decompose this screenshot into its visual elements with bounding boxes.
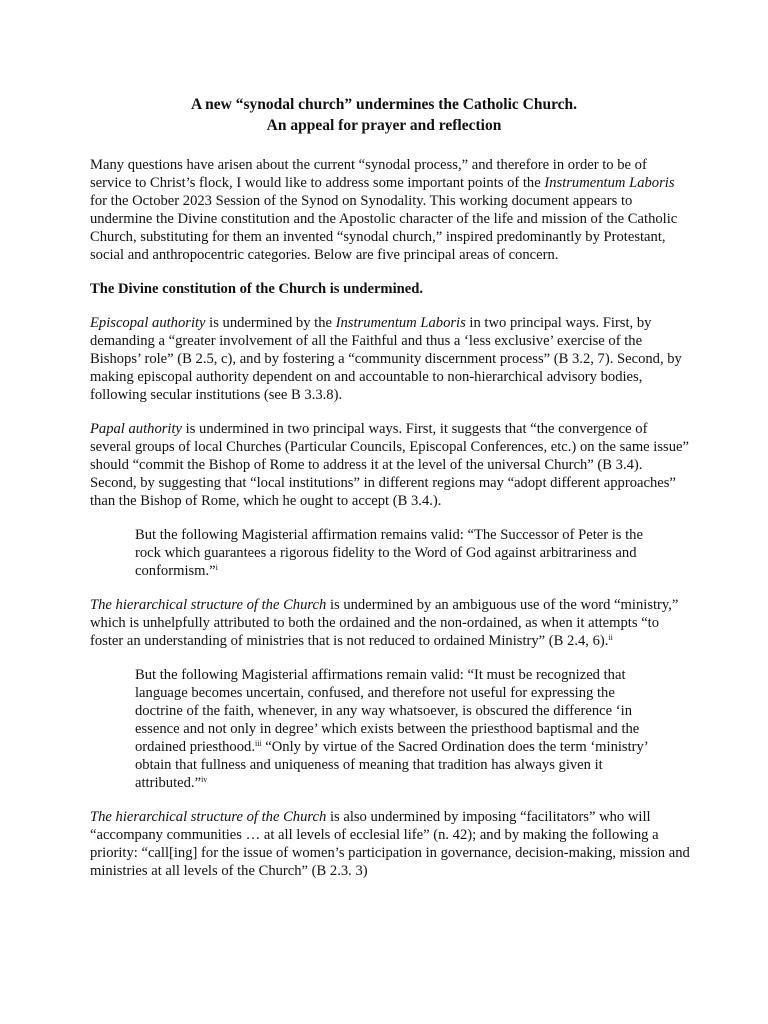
quote-1-text: But the following Magisterial affirmation remains valid: “The Successor of Peter is the rock which guarantees a rigorous fidelity to the Word of God against arbitrariness and conformism.” [135,527,643,579]
footnote-ref-ii[interactable]: ii [608,633,613,642]
footnote-ref-iv[interactable]: iv [201,775,208,784]
document-title [0,94,768,136]
episcopal-italic: Instrumentum Laboris [335,315,466,331]
papal-lead: Papal authority [90,421,183,437]
intro-italic: Instrumentum Laboris [544,175,675,191]
title-line-2: An appeal for prayer and reflection [266,117,502,134]
episcopal-text-2: in two principal ways. First, by demanding a “greater involvement of all the Faithful and thus a ‘less exclusive’ exercise of the Bishops’ role” (B 2.5, c), and by fostering a “community discernment process” (B 3.2, 7). Second, by making episcopal authority dependent on and accountable to non-hierarchical advisory bodies, following secular institutions (see B 3.3.8). [90,315,682,403]
hierarchical-2-lead: The hierarchical structure of the Church [90,809,327,825]
intro-text-1: Many questions have arisen about the current “synodal process,” and therefore in order to be of service to Christ’s flock, I would like to address some important points of the [90,157,647,191]
episcopal-paragraph [90,314,690,404]
quote-2-text-1: But the following Magisterial affirmations remain valid: “It must be recognized that language becomes uncertain, confused, and therefore not useful for expressing the doctrine of the faith, whenever, in any way whatsoever, is obscured the difference ‘in essence and not only in degree’ which exists between the priesthood baptismal and the ordained priesthood. [135,667,640,755]
papal-paragraph [90,420,690,510]
document-body [90,156,690,896]
section-heading: The Divine constitution of the Church is undermined. [90,281,423,297]
hierarchical-paragraph-2 [90,808,690,880]
episcopal-lead: Episcopal authority [90,315,206,331]
footnote-ref-iii[interactable]: iii [254,739,262,748]
title-line-1: A new “synodal church” undermines the Catholic Church. [190,96,578,113]
hierarchical-2-text: is also undermined by imposing “facilitators” who will “accompany communities … at all levels of ecclesial life” (n. 42); and by making the following a priority: “call[ing] for the issue of women’s participation in governance, decision-making, mission and ministries at all levels of the Church” (B 2.3. 3) [90,809,690,879]
papal-text: is undermined in two principal ways. First, it suggests that “the convergence of several groups of local Churches (Particular Councils, Episcopal Conferences, etc.) on the same issue” should “commit the Bishop of Rome to address it at the level of the universal Church” (B 3.4). Second, by suggesting that “local institutions” in different regions may “adopt different approaches” than the Bishop of Rome, which he ought to accept (B 3.4.). [90,421,689,509]
hierarchical-paragraph-1 [90,596,690,650]
intro-paragraph [90,156,690,264]
quote-2 [135,666,655,792]
quote-1 [135,526,655,580]
footnote-ref-i[interactable]: i [215,563,218,572]
intro-text-2: for the October 2023 Session of the Synod on Synodality. This working document appears to undermine the Divine constitution and the Apostolic character of the life and mission of the Catholic Church, substituting for them an invented “synodal church,” inspired predominantly by Protestant, social and anthropocentric categories. Below are five principal areas of concern. [90,193,678,263]
quote-2-text-2: “Only by virtue of the Sacred Ordination does the term ‘ministry’ obtain that fullness and uniqueness of meaning that tradition has always given it attributed.” [135,739,648,791]
episcopal-text-1: is undermined by the [205,315,336,331]
hierarchical-1-text: is undermined by an ambiguous use of the word “ministry,” which is unhelpfully attributed to both the ordained and the non-ordained, as when it attempts “to foster an understanding of ministries that is not reduced to ordained Ministry” (B 2.4, 6). [90,597,679,649]
hierarchical-1-lead: The hierarchical structure of the Church [90,597,327,613]
